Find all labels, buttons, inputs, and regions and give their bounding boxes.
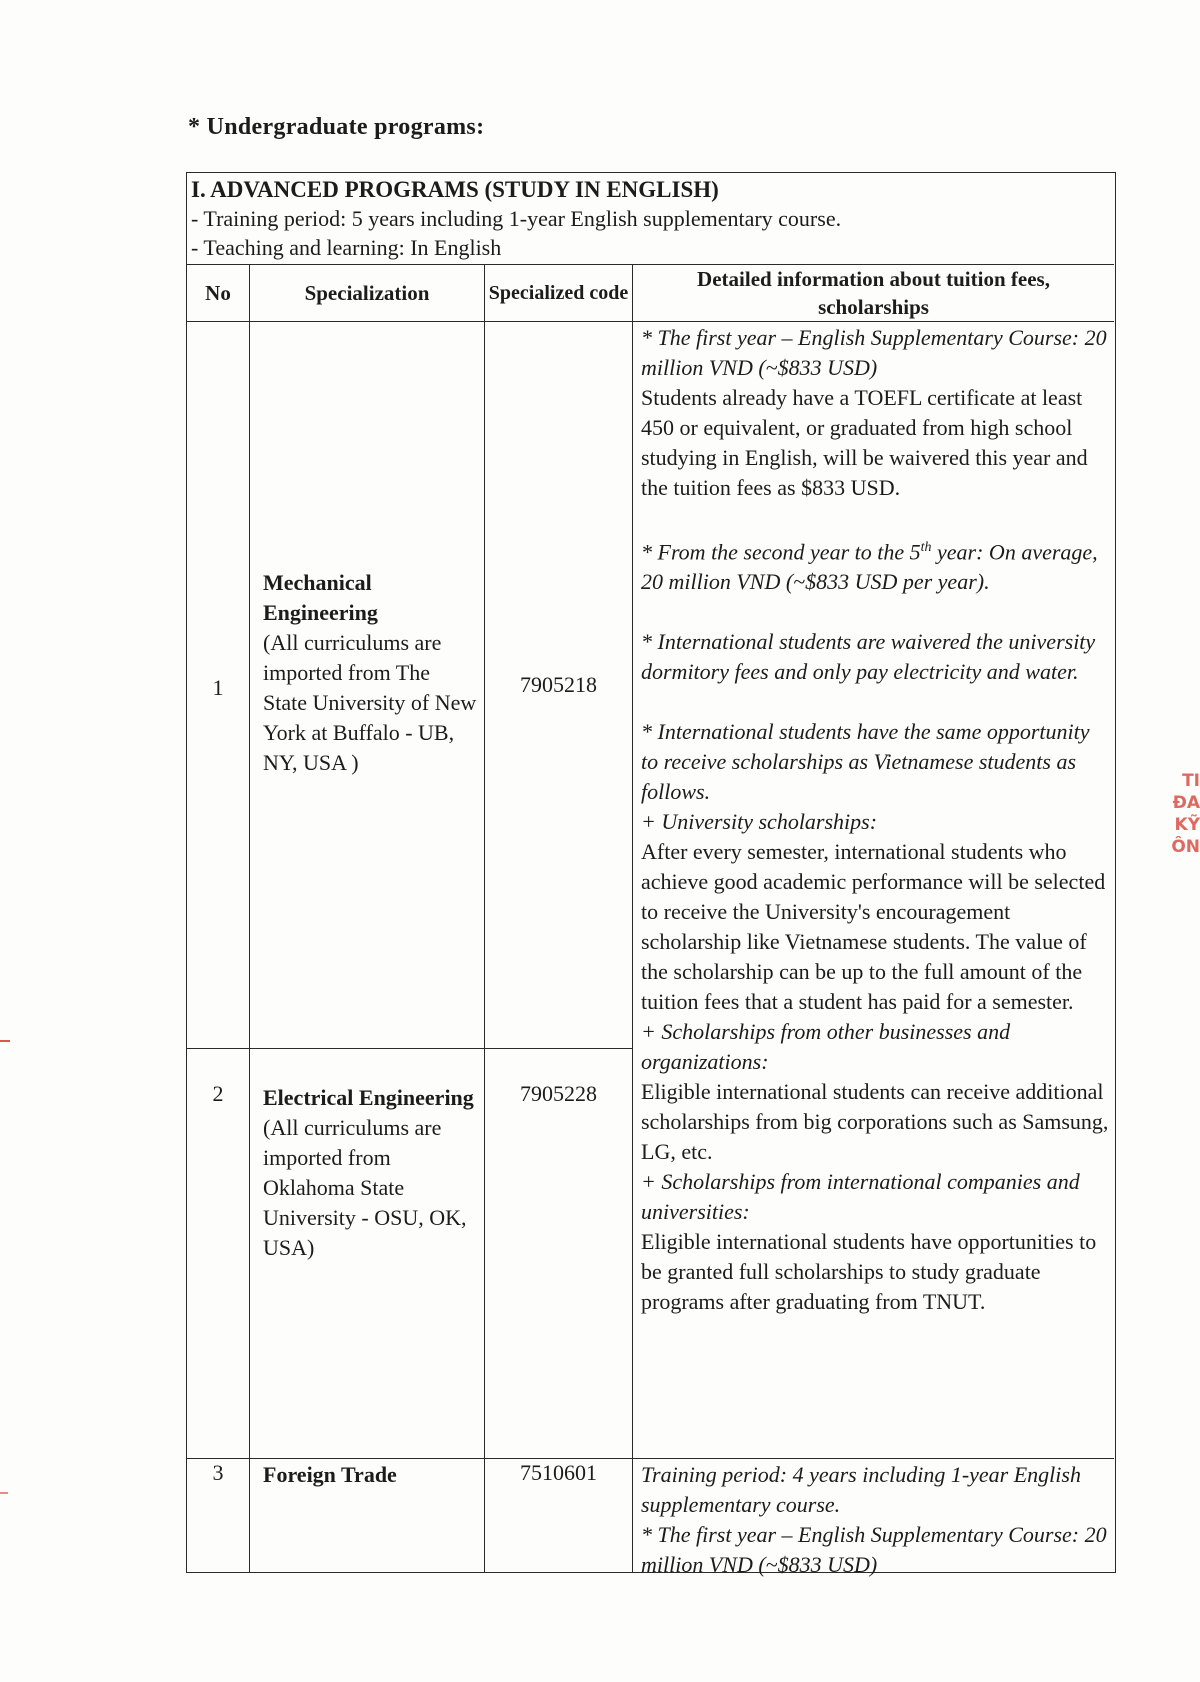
details-university-scholarship: After every semester, international students who achieve good academic performance will be selected to receive the University's encouragement scholarship like Vietnamese students. The value of the scholarship can be up to the full amount of the tuition fees that a student has paid for a semester. xyxy=(641,839,1106,1015)
details-business-scholarship: Eligible international students can receive additional scholarships from big corporations such as Samsung, LG, etc. xyxy=(641,1079,1109,1165)
header-specialization: Specialization xyxy=(304,281,430,305)
details-second-to-fifth-year: * From the second year to the 5th year: On average, 20 million VND (~$833 USD per year). xyxy=(641,539,1098,595)
caption-teaching-language: - Teaching and learning: In English xyxy=(191,235,502,260)
row2-code: 7905228 xyxy=(520,1081,597,1106)
row2-specialization xyxy=(263,1083,478,1263)
row-divider-1-2 xyxy=(187,1048,632,1049)
header-bottom-rule xyxy=(187,321,1114,322)
details-international-scholarship-label: + Scholarships from international companies and universities: xyxy=(641,1169,1080,1225)
details-cell xyxy=(641,323,1109,1317)
caption-training-period: - Training period: 5 years including 1-year English supplementary course. xyxy=(191,206,842,231)
details-first-year: * The first year – English Supplementary Course: 20 million VND (~$833 USD) xyxy=(641,325,1107,380)
row-divider-2-3 xyxy=(187,1458,1114,1459)
col-rule-3 xyxy=(632,264,633,1572)
row3-no: 3 xyxy=(212,1460,224,1485)
row3-code: 7510601 xyxy=(520,1460,597,1485)
section-heading: * Undergraduate programs: xyxy=(188,114,485,140)
margin-mark xyxy=(0,1492,8,1494)
row3-details xyxy=(641,1460,1109,1580)
row2-specialization-desc: (All curriculums are imported from Oklahoma State University - OSU, OK, USA) xyxy=(263,1115,467,1260)
margin-mark xyxy=(0,1040,10,1042)
header-code: Specialized code xyxy=(488,282,629,304)
row1-specialization-name: Mechanical Engineering xyxy=(263,570,378,625)
caption-title: I. ADVANCED PROGRAMS (STUDY IN ENGLISH) xyxy=(191,177,719,202)
row3-specialization-name: Foreign Trade xyxy=(263,1462,397,1487)
col-rule-2 xyxy=(484,264,485,1572)
details-toefl-waiver: Students already have a TOEFL certificate at least 450 or equivalent, or graduated from high school studying in English, will be waivered this year and the tuition fees as $833 USD. xyxy=(641,385,1088,500)
details-international-scholarship: Eligible international students have opportunities to be granted full scholarships to study graduate programs after graduating from TNUT. xyxy=(641,1229,1097,1315)
row1-code: 7905218 xyxy=(520,672,597,697)
header-no: No xyxy=(205,281,231,305)
red-seal-stamp: TI ĐA KỸ ÔN xyxy=(1171,771,1200,857)
details-business-scholarship-label: + Scholarships from other businesses and organizations: xyxy=(641,1019,1011,1075)
table-caption xyxy=(191,175,1111,262)
row2-no: 2 xyxy=(212,1081,224,1106)
row3-first-year: * The first year – English Supplementary Course: 20 million VND (~$833 USD) xyxy=(641,1522,1107,1577)
programs-table xyxy=(186,172,1116,1577)
row1-specialization xyxy=(263,568,478,778)
row1-specialization-desc: (All curriculums are imported from The State University of New York at Buffalo - UB, NY, USA ) xyxy=(263,630,477,775)
details-scholarship-intro: * International students have the same opportunity to receive scholarships as Vietnamese students as follows. xyxy=(641,719,1090,805)
details-dormitory: * International students are waivered the university dormitory fees and only pay electricity and water. xyxy=(641,629,1096,685)
details-university-scholarship-label: + University scholarships: xyxy=(641,809,878,835)
col-rule-1 xyxy=(249,264,250,1572)
row3-specialization xyxy=(263,1460,478,1490)
row2-specialization-name: Electrical Engineering xyxy=(263,1085,474,1110)
row3-training-period: Training period: 4 years including 1-year English supplementary course. xyxy=(641,1462,1081,1517)
header-details: Detailed information about tuition fees, scholarships xyxy=(697,267,1050,319)
row1-no: 1 xyxy=(212,675,224,700)
